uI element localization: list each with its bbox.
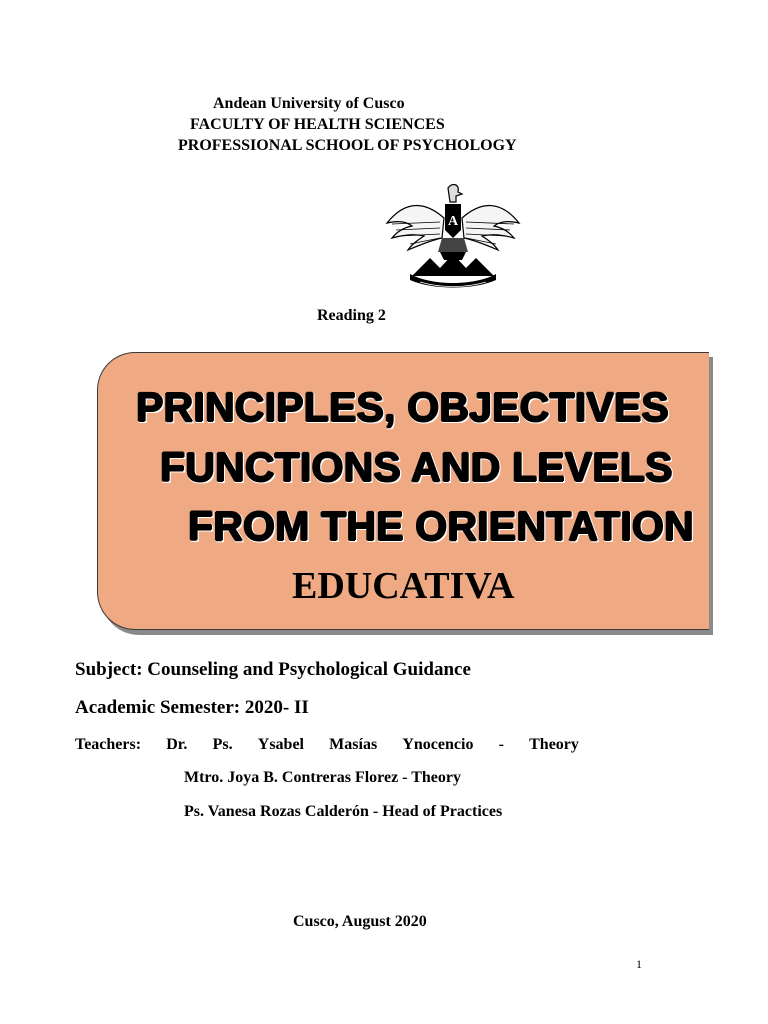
semester-line: Academic Semester: 2020- II: [75, 697, 309, 718]
svg-text:A: A: [447, 214, 459, 229]
title-line-4: EDUCATIVA: [292, 565, 515, 607]
place-date: Cusco, August 2020: [293, 913, 427, 930]
page-number: 1: [636, 957, 642, 971]
teachers-first-line: [75, 736, 579, 754]
subject-line: Subject: Counseling and Psychological Guidance: [75, 659, 471, 680]
title-line-2: FUNCTIONS AND LEVELS: [160, 444, 673, 490]
title-line-1: PRINCIPLES, OBJECTIVES: [136, 384, 669, 430]
teacher-second-line: Mtro. Joya B. Contreras Florez - Theory: [184, 769, 461, 786]
teacher-word: Masías: [329, 736, 378, 753]
faculty-name: FACULTY OF HEALTH SCIENCES: [190, 116, 445, 133]
reading-label: Reading 2: [317, 307, 386, 324]
university-eagle-logo: [382, 178, 524, 290]
teachers-label: Teachers:: [75, 736, 142, 753]
teacher-word: -: [498, 736, 504, 753]
teacher-word: Theory: [529, 736, 579, 753]
teacher-word: Dr.: [166, 736, 188, 753]
teacher-word: Ynocencio: [402, 736, 474, 753]
teacher-word: Ysabel: [257, 736, 304, 753]
school-name: PROFESSIONAL SCHOOL OF PSYCHOLOGY: [178, 137, 517, 154]
title-line-3: FROM THE ORIENTATION: [188, 503, 694, 549]
university-name: Andean University of Cusco: [213, 95, 405, 112]
teacher-word: Ps.: [212, 736, 233, 753]
teacher-third-line: Ps. Vanesa Rozas Calderón - Head of Practices: [184, 803, 503, 820]
